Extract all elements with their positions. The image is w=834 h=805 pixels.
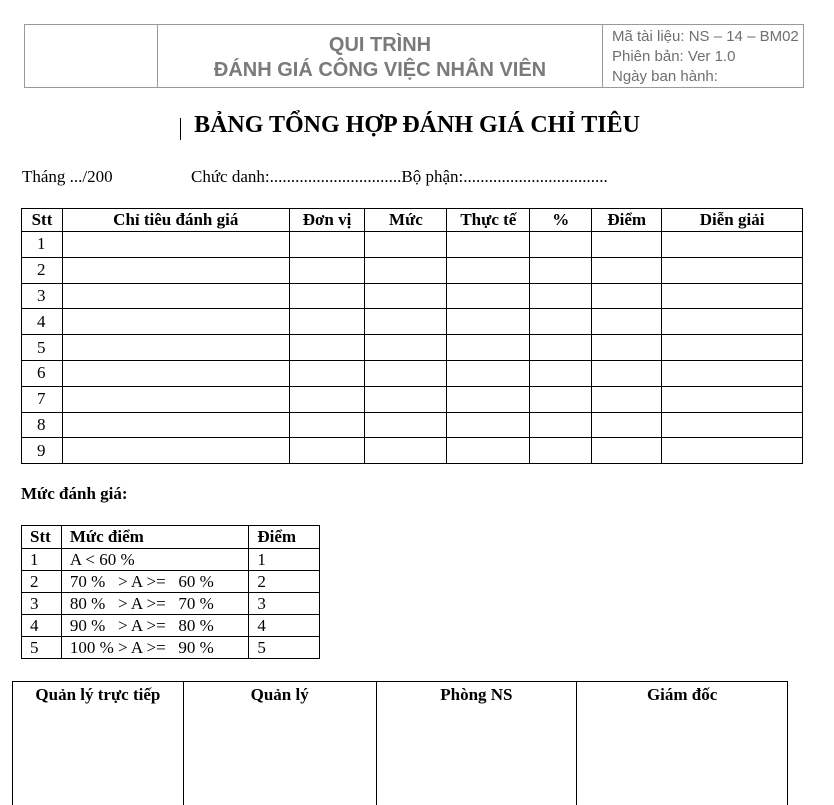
col-header: Mức điểm [61,526,248,549]
table-cell[interactable] [365,335,447,361]
page-title: BẢNG TỔNG HỢP ĐÁNH GIÁ CHỈ TIÊU [0,112,834,139]
row-number: 4 [22,309,63,335]
table-row [22,412,803,438]
table-cell[interactable] [530,412,592,438]
table-cell[interactable] [530,386,592,412]
table-cell[interactable] [289,309,365,335]
signature-manager[interactable]: Quản lý [183,682,376,805]
table-cell[interactable] [592,309,662,335]
table-cell[interactable] [530,283,592,309]
table-cell[interactable] [662,335,803,361]
signature-row [13,682,788,805]
table-row [22,335,803,361]
level-stt: 4 [22,615,62,637]
table-row [22,637,320,659]
table-cell[interactable] [62,309,289,335]
table-cell[interactable] [62,412,289,438]
level-stt: 2 [22,571,62,593]
col-header: Stt [22,209,63,232]
table-cell[interactable] [365,386,447,412]
signature-table [12,681,788,805]
table-cell[interactable] [62,386,289,412]
table-cell[interactable] [447,412,530,438]
level-range: 80 % > A >= 70 % [61,593,248,615]
doc-issue-date: Ngày ban hành: [612,67,803,87]
level-score: 5 [249,637,320,659]
table-cell[interactable] [289,257,365,283]
table-cell[interactable] [530,335,592,361]
table-cell[interactable] [447,438,530,464]
level-score: 3 [249,593,320,615]
table-cell[interactable] [365,257,447,283]
table-cell[interactable] [592,438,662,464]
table-cell[interactable] [289,386,365,412]
table-cell[interactable] [662,283,803,309]
procedure-title [158,25,603,87]
signature-hr-department[interactable]: Phòng NS [376,682,577,805]
table-cell[interactable] [447,309,530,335]
table-row [22,232,803,258]
table-cell[interactable] [662,232,803,258]
table-cell[interactable] [289,412,365,438]
table-row [22,593,320,615]
table-cell[interactable] [592,412,662,438]
table-cell[interactable] [662,412,803,438]
table-row [22,549,320,571]
level-score: 2 [249,571,320,593]
level-range: A < 60 % [61,549,248,571]
evaluation-table-header [22,209,803,232]
table-cell[interactable] [365,232,447,258]
table-cell[interactable] [447,257,530,283]
doc-code: Mã tài liệu: NS – 14 – BM02 [612,27,803,47]
row-number: 6 [22,360,63,386]
levels-table [21,525,320,659]
procedure-title-line2: ĐÁNH GIÁ CÔNG VIỆC NHÂN VIÊN [158,58,602,83]
doc-version: Phiên bản: Ver 1.0 [612,47,803,67]
level-range: 100 % > A >= 90 % [61,637,248,659]
procedure-title-line1: QUI TRÌNH [158,33,602,58]
row-number: 2 [22,257,63,283]
table-row [22,360,803,386]
text-cursor [180,118,181,140]
logo-cell [25,25,158,87]
table-cell[interactable] [530,360,592,386]
col-header: Stt [22,526,62,549]
col-header: Điểm [592,209,662,232]
row-number: 3 [22,283,63,309]
table-cell[interactable] [447,335,530,361]
table-cell[interactable] [62,283,289,309]
table-cell[interactable] [62,232,289,258]
table-cell[interactable] [592,386,662,412]
col-header: Điểm [249,526,320,549]
table-cell[interactable] [592,360,662,386]
table-cell[interactable] [289,360,365,386]
table-cell[interactable] [530,309,592,335]
table-row [22,438,803,464]
document-meta [603,25,803,87]
row-number: 1 [22,232,63,258]
table-cell[interactable] [365,438,447,464]
level-range: 70 % > A >= 60 % [61,571,248,593]
table-row [22,615,320,637]
table-cell[interactable] [289,335,365,361]
table-cell[interactable] [289,283,365,309]
row-number: 9 [22,438,63,464]
table-cell[interactable] [365,360,447,386]
evaluation-table [21,208,803,464]
table-row [22,571,320,593]
col-header: Chỉ tiêu đánh giá [62,209,289,232]
table-cell[interactable] [592,232,662,258]
table-cell[interactable] [592,257,662,283]
level-stt: 5 [22,637,62,659]
table-row [22,257,803,283]
table-cell[interactable] [662,438,803,464]
row-number: 8 [22,412,63,438]
table-cell[interactable] [447,360,530,386]
signature-director[interactable]: Giám đốc [577,682,788,805]
table-cell[interactable] [62,360,289,386]
col-header: Mức [365,209,447,232]
table-cell[interactable] [662,309,803,335]
level-range: 90 % > A >= 80 % [61,615,248,637]
table-cell[interactable] [592,335,662,361]
table-cell[interactable] [365,412,447,438]
table-cell[interactable] [530,438,592,464]
table-row [22,309,803,335]
table-cell[interactable] [62,438,289,464]
table-cell[interactable] [662,386,803,412]
table-cell[interactable] [592,283,662,309]
month-field[interactable]: Tháng .../200 [22,167,113,187]
table-cell[interactable] [289,438,365,464]
table-cell[interactable] [447,386,530,412]
position-department-field[interactable]: Chức danh:...............................Bộ phận:.................................. [191,167,608,187]
signature-manager-direct[interactable]: Quản lý trực tiếp [13,682,184,805]
table-row [22,283,803,309]
table-row [22,386,803,412]
levels-table-header [22,526,320,549]
table-cell[interactable] [62,335,289,361]
level-score: 1 [249,549,320,571]
table-cell[interactable] [447,232,530,258]
table-cell[interactable] [62,257,289,283]
level-stt: 3 [22,593,62,615]
row-number: 5 [22,335,63,361]
row-number: 7 [22,386,63,412]
table-cell[interactable] [662,360,803,386]
table-cell[interactable] [530,232,592,258]
col-header: % [530,209,592,232]
level-stt: 1 [22,549,62,571]
table-cell[interactable] [662,257,803,283]
table-cell[interactable] [530,257,592,283]
document-header [24,24,804,88]
table-cell[interactable] [447,283,530,309]
table-cell[interactable] [365,309,447,335]
col-header: Thực tế [447,209,530,232]
col-header: Đơn vị [289,209,365,232]
levels-heading: Mức đánh giá: [21,484,128,504]
col-header: Diễn giải [662,209,803,232]
table-cell[interactable] [365,283,447,309]
table-cell[interactable] [289,232,365,258]
level-score: 4 [249,615,320,637]
